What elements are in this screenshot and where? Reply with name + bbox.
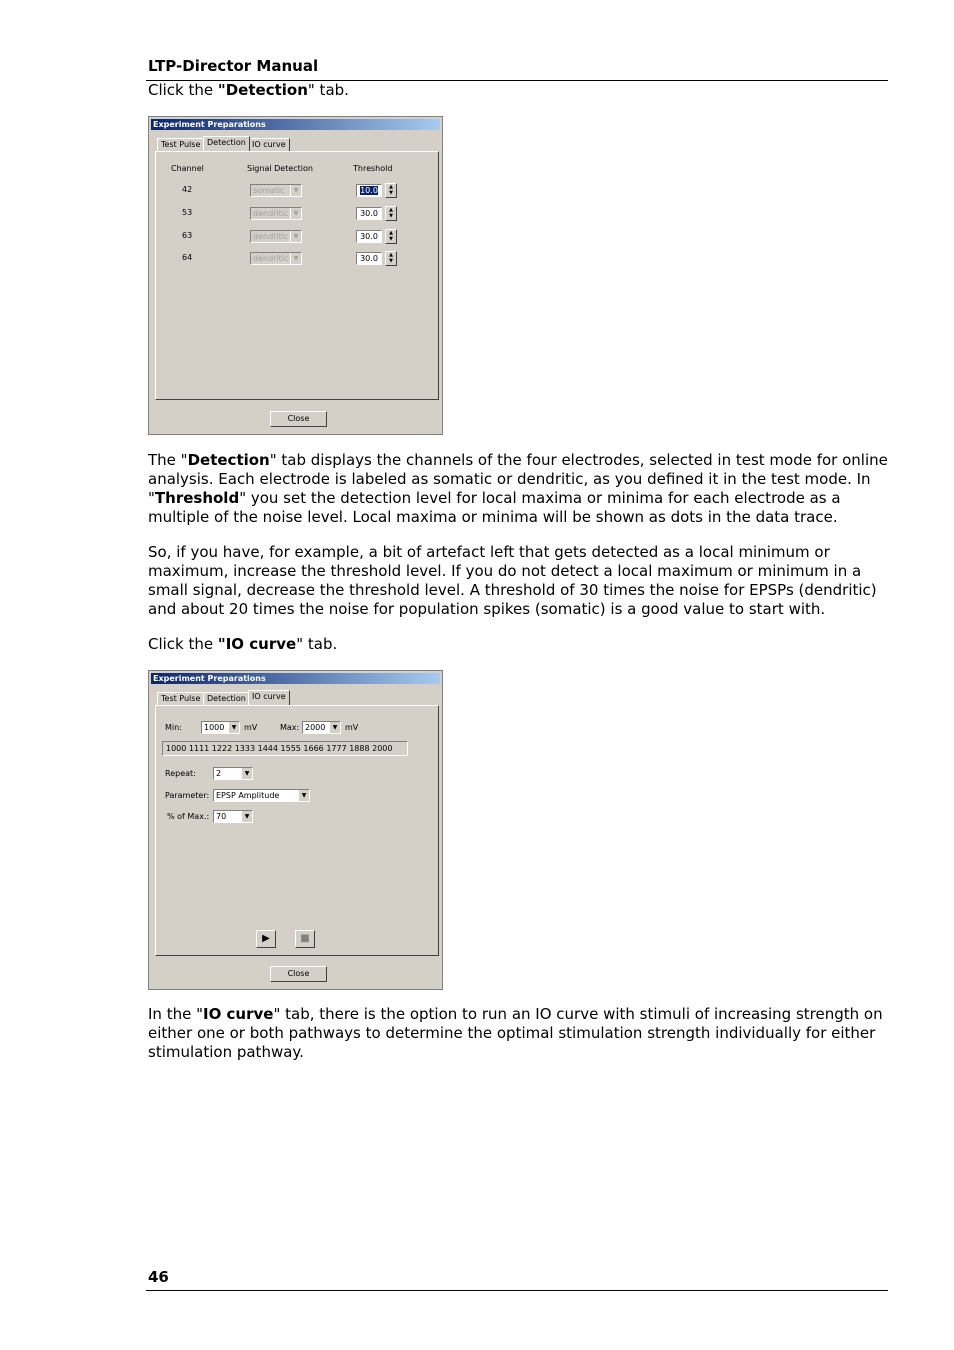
close-button[interactable]: Close	[270, 411, 327, 427]
threshold-input[interactable]: 10.0	[356, 184, 382, 197]
threshold-input[interactable]: 30.0	[356, 252, 382, 265]
threshold-input[interactable]: 30.0	[356, 207, 382, 220]
min-label: Min:	[165, 723, 182, 732]
paragraph-click-detection: Click the "Detection" tab.	[148, 81, 349, 99]
chevron-down-icon: ▼	[241, 811, 252, 822]
play-button[interactable]	[256, 930, 276, 948]
tab-detection[interactable]: Detection	[203, 136, 250, 151]
column-header-threshold: Threshold	[353, 164, 393, 173]
tab-test-pulse[interactable]: Test Pulse	[157, 138, 204, 151]
detection-dialog	[148, 116, 443, 435]
chevron-down-icon: ▼	[290, 231, 301, 242]
max-select[interactable]: 2000 ▼	[302, 721, 341, 734]
tab-io-curve[interactable]: IO curve	[248, 138, 290, 151]
tab-io-curve[interactable]: IO curve	[248, 690, 290, 705]
close-button[interactable]: Close	[270, 966, 327, 982]
step-values-field: 1000 1111 1222 1333 1444 1555 1666 1777 1888 2000	[162, 741, 408, 756]
min-unit: mV	[244, 723, 258, 732]
paragraph-click-io-curve: Click the "IO curve" tab.	[148, 635, 338, 653]
min-select[interactable]: 1000 ▼	[201, 721, 240, 734]
parameter-select[interactable]: EPSP Amplitude ▼	[213, 789, 310, 802]
signal-detection-select: dendritic ▼	[250, 230, 302, 243]
signal-detection-select: somatic ▼	[250, 184, 302, 197]
threshold-spinner[interactable]: ▲ ▼	[385, 229, 397, 244]
repeat-select[interactable]: 2 ▼	[213, 767, 253, 780]
chevron-down-icon: ▼	[228, 722, 239, 733]
parameter-label: Parameter:	[165, 791, 210, 800]
dialog-title: Experiment Preparations	[151, 119, 440, 130]
paragraph-io-curve-description: In the "IO curve" tab, there is the option to run an IO curve with stimuli of increasing strength on either one or both pathways to determine the optimal stimulation strength individually for either stimulation pathway.	[148, 1005, 883, 1061]
threshold-spinner[interactable]: ▲ ▼	[385, 251, 397, 266]
column-header-channel: Channel	[171, 164, 204, 173]
threshold-spinner[interactable]: ▲ ▼	[385, 206, 397, 221]
threshold-input[interactable]: 30.0	[356, 230, 382, 243]
paragraph-threshold-advice: So, if you have, for example, a bit of artefact left that gets detected as a local minimum or maximum, increase the threshold level. If you do not detect a local maximum or minimum in a small signal, decrease the threshold level. A threshold of 30 times the noise for EPSPs (dendritic) and about 20 times the noise for population spikes (somatic) is a good value to start with.	[148, 543, 877, 618]
footer-rule	[146, 1290, 888, 1291]
column-header-signal-detection: Signal Detection	[247, 164, 313, 173]
play-icon: ▶	[262, 933, 270, 944]
percent-of-max-label: % of Max.:	[167, 812, 210, 821]
channel-number: 64	[182, 253, 193, 262]
dialog-title: Experiment Preparations	[151, 673, 440, 684]
max-unit: mV	[345, 723, 359, 732]
stop-icon: ■	[300, 933, 310, 944]
repeat-label: Repeat:	[165, 769, 196, 778]
signal-detection-select: dendritic ▼	[250, 252, 302, 265]
chevron-down-icon: ▼	[290, 208, 301, 219]
page-number: 46	[148, 1268, 169, 1286]
threshold-spinner[interactable]: ▲ ▼	[385, 183, 397, 198]
chevron-down-icon: ▼	[329, 722, 340, 733]
tab-test-pulse[interactable]: Test Pulse	[157, 692, 204, 705]
max-label: Max:	[280, 723, 300, 732]
channel-number: 42	[182, 185, 193, 194]
chevron-down-icon: ▼	[241, 768, 252, 779]
chevron-down-icon: ▼	[290, 185, 301, 196]
chevron-down-icon: ▼	[290, 253, 301, 264]
channel-number: 53	[182, 208, 193, 217]
manual-title: LTP-Director Manual	[148, 57, 319, 75]
tab-detection[interactable]: Detection	[203, 692, 250, 705]
chevron-down-icon: ▼	[298, 790, 309, 801]
channel-number: 63	[182, 231, 193, 240]
io-curve-dialog	[148, 670, 443, 990]
signal-detection-select: dendritic ▼	[250, 207, 302, 220]
paragraph-detection-description: The "Detection" tab displays the channels of the four electrodes, selected in test mode for online analysis. Each electrode is labeled as somatic or dendritic, as you defined it in the test mode. In "Threshold" you set the detection level for local maxima or minima for each electrode as a multiple of the noise level. Local maxima or minima will be shown as dots in the data trace.	[148, 451, 888, 526]
percent-of-max-select[interactable]: 70 ▼	[213, 810, 253, 823]
stop-button	[295, 930, 315, 948]
